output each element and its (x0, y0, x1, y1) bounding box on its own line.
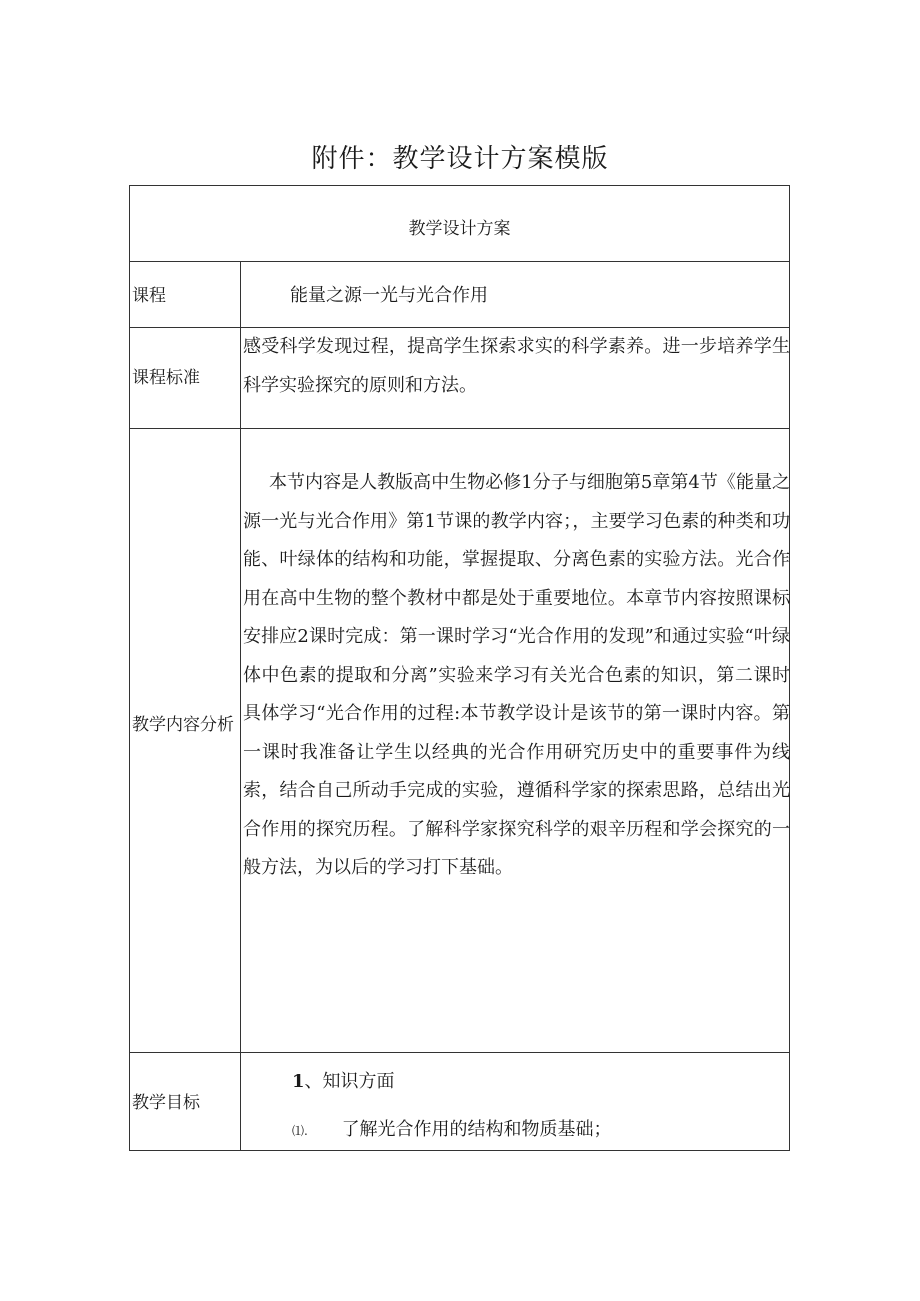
standard-label: 课程标准 (132, 368, 200, 388)
objective-heading-number: 1 (292, 1071, 305, 1092)
content-analysis-label: 教学内容分析 (132, 715, 234, 735)
row-divider (130, 1052, 789, 1053)
course-value: 能量之源一光与光合作用 (290, 285, 488, 306)
objective-item (292, 1115, 612, 1141)
column-divider (240, 261, 241, 1150)
objective-heading (292, 1067, 395, 1093)
lesson-plan-table (129, 185, 790, 1151)
objective-item-number: ⑴. (292, 1124, 308, 1138)
objective-heading-text: 、知识方面 (304, 1071, 395, 1092)
objectives-label: 教学目标 (132, 1093, 200, 1113)
row-divider (130, 428, 789, 429)
table-title: 教学设计方案 (408, 219, 511, 239)
row-divider (130, 261, 789, 262)
document-title: 附件：教学设计方案模版 (311, 144, 609, 174)
objective-item-text: 了解光合作用的结构和物质基础； (341, 1119, 612, 1140)
standard-value: 感受科学发现过程，提高学生探索求实的科学素养。进一步培养学生科学实验探究的原则和方法。 (243, 336, 790, 396)
content-analysis-value: 本节内容是人教版高中生物必修1分子与细胞第5章第4节《能量之源一光与光合作用》第1节课的教学内容；，主要学习色素的种类和功能、叶绿体的结构和功能，掌握提取、分离色素的实验方法。光合作用在高中生物的整个教材中都是处于重要地位。本章节内容按照课标安排应2课时完成：第一课时学习“光合作用的发现”和通过实验“叶绿体中色素的提取和分离”实验来学习有关光合色素的知识，第二课时具体学习“光合作用的过程:本节教学设计是该节的第一课时内容。第一课时我准备让学生以经典的光合作用研究历史中的重要事件为线索，结合自己所动手完成的实验，遵循科学家的探索思路，总结出光合作用的探究历程。了解科学家探究科学的艰辛历程和学会探究的一般方法，为以后的学习打下基础。 (243, 472, 790, 878)
course-label: 课程 (132, 286, 166, 306)
